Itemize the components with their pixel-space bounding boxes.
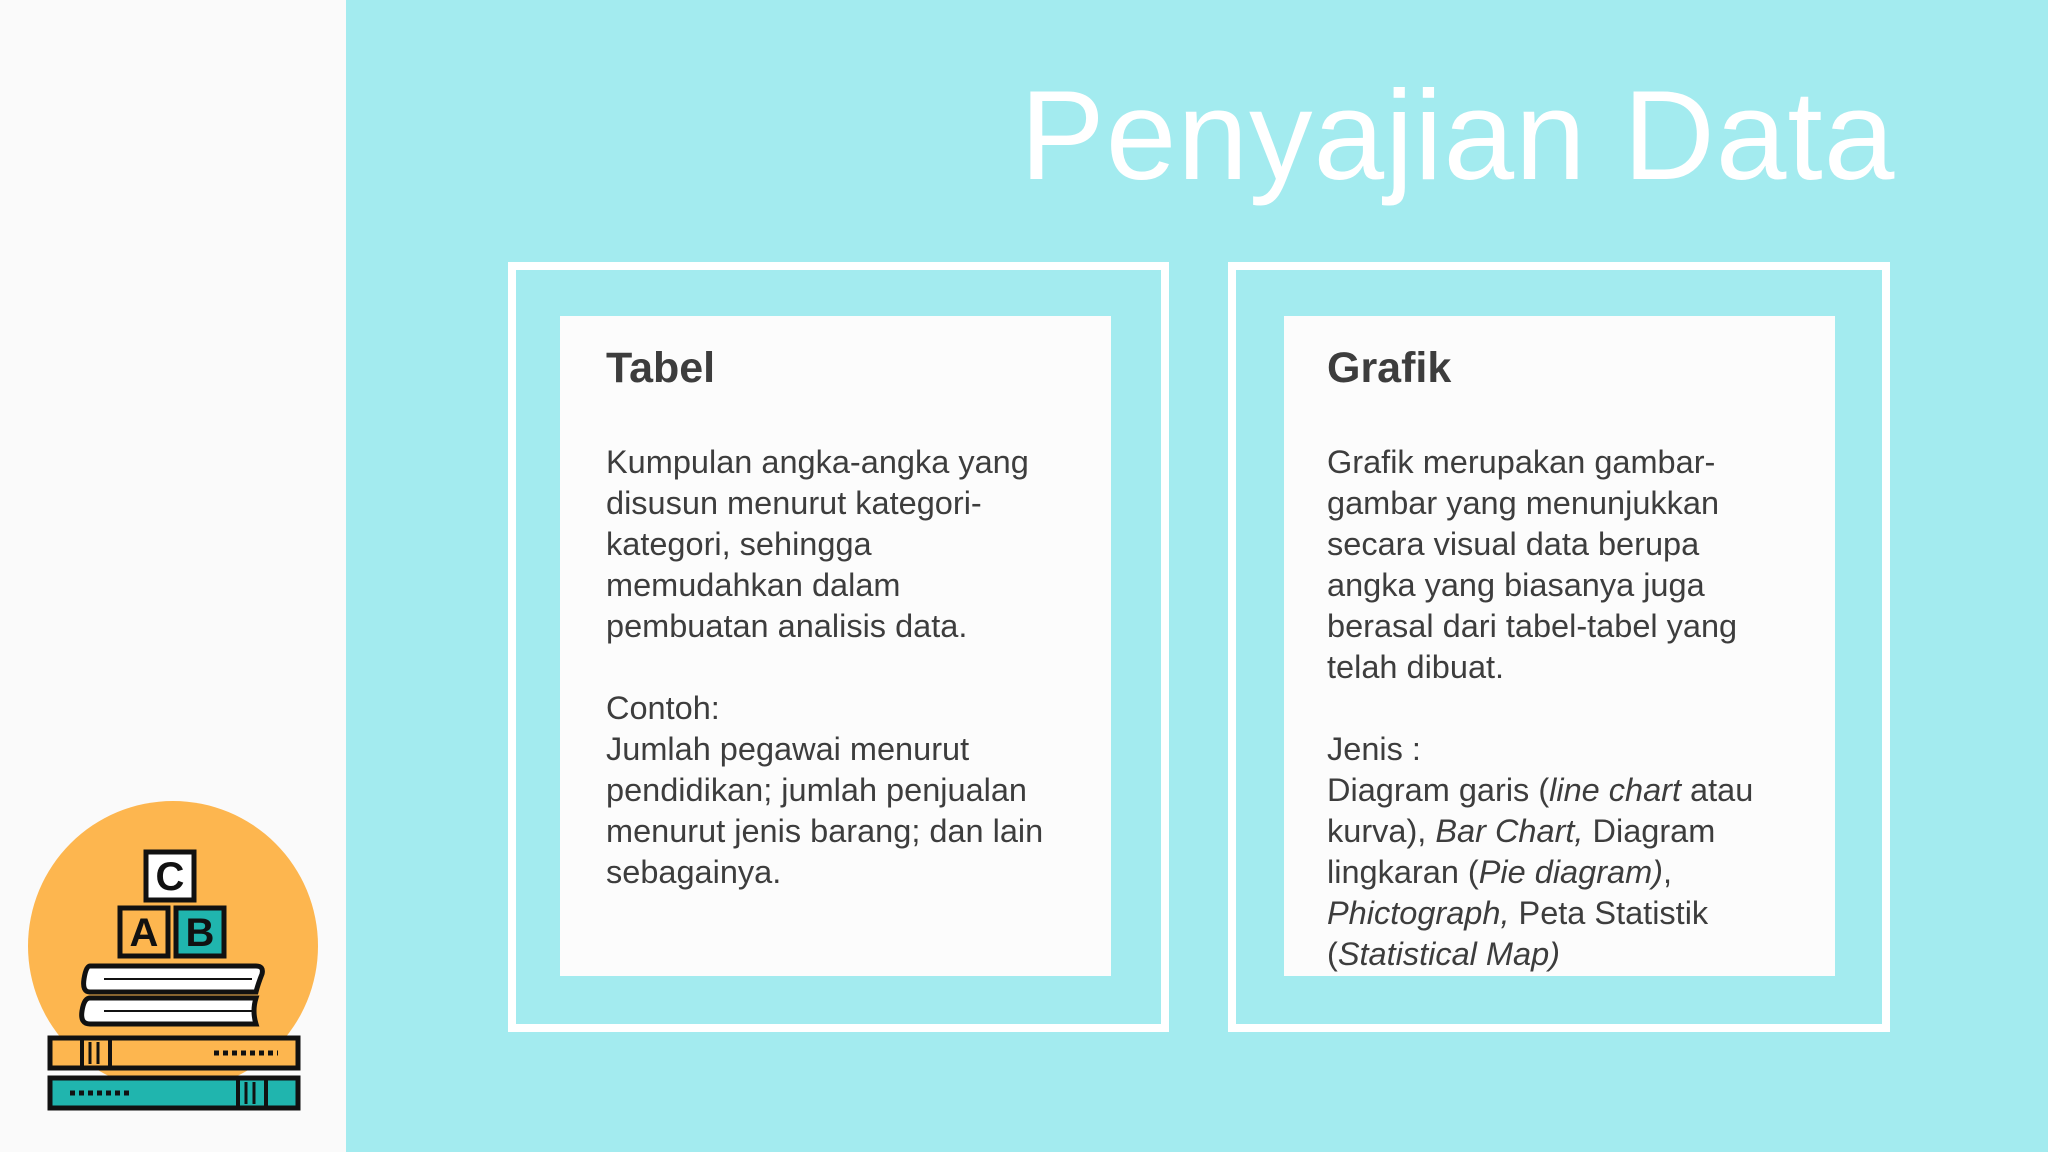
text-line: Kumpulan angka-angka yang: [606, 444, 1029, 480]
block-letter-b: B: [185, 911, 215, 955]
grafik-card-title: Grafik: [1327, 344, 1452, 392]
types-line: (Statistical Map): [1327, 936, 1560, 972]
text-line: secara visual data berupa: [1327, 526, 1700, 562]
text-line: gambar yang menunjukkan: [1327, 485, 1720, 521]
block-letter-c: C: [155, 855, 185, 899]
text-line: pembuatan analisis data.: [606, 608, 968, 644]
types-line: lingkaran (Pie diagram),: [1327, 854, 1673, 890]
text-line: pendidikan; jumlah penjualan: [606, 772, 1028, 808]
text-line: sebagainya.: [606, 854, 782, 890]
types-line: Diagram garis (line chart atau: [1327, 772, 1754, 808]
block-letter-a: A: [129, 911, 159, 955]
tabel-card-description: [606, 442, 1106, 893]
grafik-card-description: [1327, 442, 1837, 975]
example-label: Contoh:: [606, 690, 720, 726]
text-line: berasal dari tabel-tabel yang: [1327, 608, 1738, 644]
text-line: menurut jenis barang; dan lain: [606, 813, 1044, 849]
types-line: kurva), Bar Chart, Diagram: [1327, 813, 1716, 849]
text-line: angka yang biasanya juga: [1327, 567, 1705, 603]
text-line: memudahkan dalam: [606, 567, 901, 603]
text-line: disusun menurut kategori-: [606, 485, 982, 521]
text-line: telah dibuat.: [1327, 649, 1505, 685]
tabel-card-title: Tabel: [606, 344, 716, 392]
text-line: kategori, sehingga: [606, 526, 872, 562]
text-line: Grafik merupakan gambar-: [1327, 444, 1716, 480]
text-line: Jumlah pegawai menurut: [606, 731, 970, 767]
slide-title: Penyajian Data: [1020, 64, 1896, 206]
abc-blocks-on-books-icon: [24, 798, 324, 1118]
types-label: Jenis :: [1327, 731, 1421, 767]
types-line: Phictograph, Peta Statistik: [1327, 895, 1709, 931]
